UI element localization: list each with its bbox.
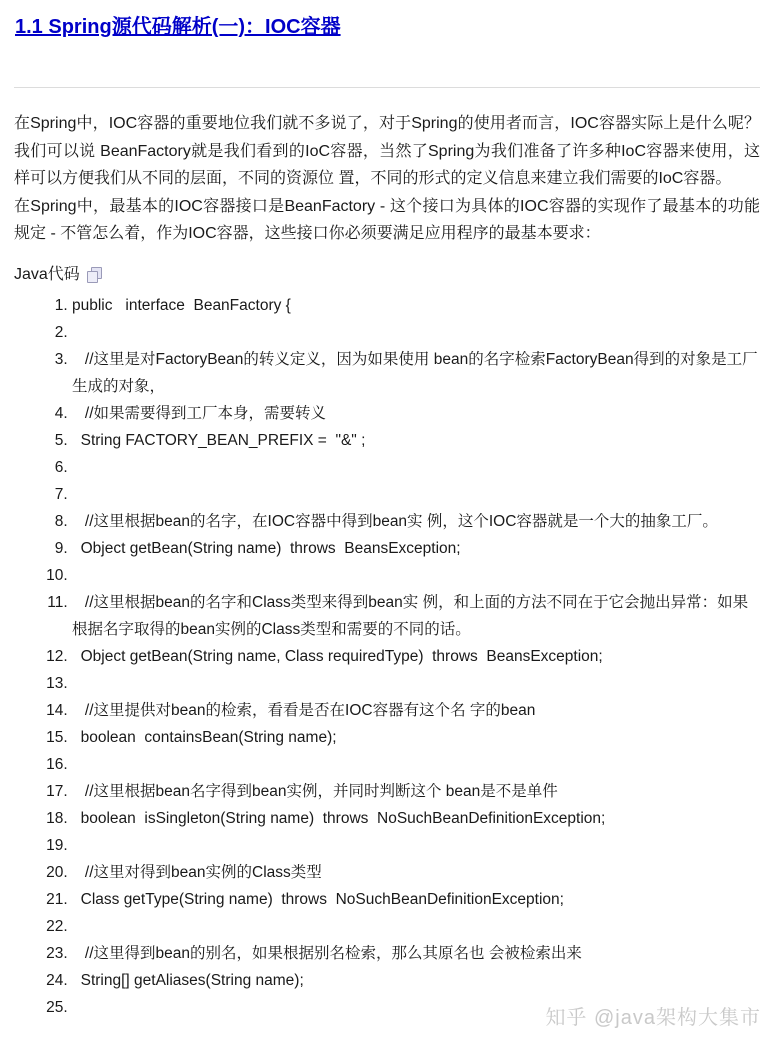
code-line: 23. //这里得到bean的别名，如果根据别名检索，那么其原名也 会被检索出来 — [72, 940, 760, 967]
code-line — [72, 319, 760, 346]
copy-icon[interactable] — [86, 267, 102, 283]
code-line: 5. String FACTORY_BEAN_PREFIX = "&" ; — [72, 427, 760, 454]
code-line: 8. //这里根据bean的名字，在IOC容器中得到bean实 例，这个IOC容器就是一个大的抽象工厂。 — [72, 508, 760, 535]
code-line: 20. //这里对得到bean实例的Class类型 — [72, 859, 760, 886]
intro-paragraph-1: 在Spring中，IOC容器的重要地位我们就不多说了，对于Spring的使用者而言，IOC容器实际上是什么呢？我们可以说 BeanFactory就是我们看到的IoC容器，当然了Spring为我们准备了许多种IoC容器来使用，这样可以方便我们从不同的层面，不同的资源位 置，不同的形式的定义信息来建立我们需要的IoC容器。 — [14, 115, 760, 187]
code-line: 15. boolean containsBean(String name); — [72, 724, 760, 751]
code-line: 1. public interface BeanFactory { — [72, 292, 760, 319]
code-line — [72, 994, 760, 1021]
code-line: 17. //这里根据bean名字得到bean实例，并同时判断这个 bean是不是单件 — [72, 778, 760, 805]
code-language-label: Java代码 — [14, 265, 80, 283]
code-line: 4. //如果需要得到工厂本身，需要转义 — [72, 400, 760, 427]
code-line — [72, 562, 760, 589]
page-title — [15, 14, 760, 40]
intro-paragraph-2: 在Spring中，最基本的IOC容器接口是BeanFactory - 这个接口为具体的IOC容器的实现作了最基本的功能规定 - 不管怎么着，作为IOC容器，这些接口你必须要满足应用程序的最基本要求： — [14, 197, 760, 242]
code-line — [72, 751, 760, 778]
code-line: 11. //这里根据bean的名字和Class类型来得到bean实 例，和上面的方法不同在于它会抛出异常：如果根据名字取得的bean实例的Class类型和需要的不同的话。 — [72, 589, 760, 643]
code-line: 9. Object getBean(String name) throws BeansException; — [72, 535, 760, 562]
code-line: 24. String[] getAliases(String name); — [72, 967, 760, 994]
code-line — [72, 913, 760, 940]
code-list — [14, 292, 760, 1021]
code-line: 21. Class getType(String name) throws NoSuchBeanDefinitionException; — [72, 886, 760, 913]
watermark: 知乎 @java架构大集市 — [545, 1007, 761, 1029]
code-line — [72, 670, 760, 697]
code-line: 3. //这里是对FactoryBean的转义定义，因为如果使用 bean的名字检索FactoryBean得到的对象是工厂生成的对象， — [72, 346, 760, 400]
code-line: 18. boolean isSingleton(String name) throws NoSuchBeanDefinitionException; — [72, 805, 760, 832]
header-divider — [14, 87, 760, 88]
code-line — [72, 832, 760, 859]
code-line: 14. //这里提供对bean的检索，看看是否在IOC容器有这个名 字的bean — [72, 697, 760, 724]
code-line — [72, 481, 760, 508]
code-block-header — [14, 264, 760, 286]
article-page — [0, 14, 774, 1021]
code-line: 12. Object getBean(String name, Class requiredType) throws BeansException; — [72, 643, 760, 670]
copy-icon-front-sheet — [87, 271, 98, 283]
article-title-link[interactable]: 1.1 Spring源代码解析(一)：IOC容器 — [15, 16, 341, 38]
code-line — [72, 454, 760, 481]
